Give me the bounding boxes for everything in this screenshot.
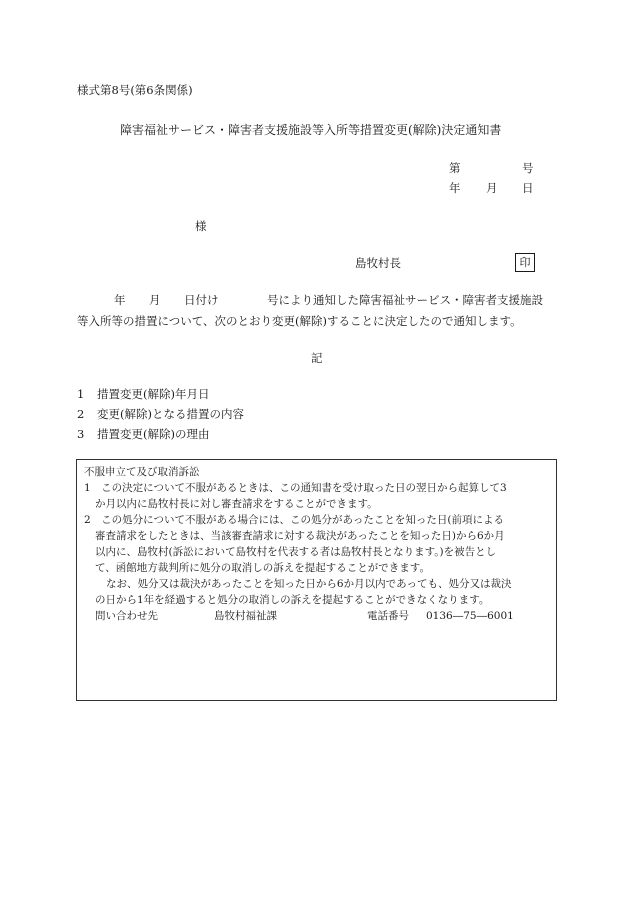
form-number: 様式第8号(第6条関係) [77, 83, 193, 97]
notice-paragraph-2-line-3: 以内に、島牧村(訴訟において島牧村を代表する者は島牧村長となります。)を被告とし [95, 546, 497, 558]
list-item [77, 386, 209, 403]
notice-paragraph-2-line-1: 2 この処分について不服がある場合には、この処分があったことを知った日(前項による [84, 514, 504, 526]
body-month-label: 月 [149, 293, 161, 307]
notice-paragraph-3-line-1: なお、処分又は裁決があったことを知った日から6か月以内であっても、処分又は裁決 [106, 578, 512, 590]
notice-paragraph-2-line-2: 審査請求をしたときは、当該審査請求に対する裁決があったことを知った日)から6か月 [95, 530, 505, 542]
body-date-label: 日付け [184, 293, 219, 307]
contact-label: 問い合わせ先 [95, 610, 158, 622]
contact-department: 島牧村福祉課 [214, 610, 277, 622]
notice-paragraph-3-line-2: の日から1年を経過すると処分の取消しの訴えを提起することができなくなります。 [95, 594, 490, 606]
date-month-label: 月 [486, 181, 498, 195]
date-year-label: 年 [449, 181, 461, 195]
item-number: 2 [77, 407, 85, 421]
notice-paragraph-1-line-1: 1 この決定について不服があるときは、この通知書を受け取った日の翌日から起算して3 [84, 482, 507, 494]
issuer-name: 島牧村長 [355, 256, 401, 270]
phone-number: 0136―75―6001 [426, 610, 514, 622]
ki-heading: 記 [311, 351, 323, 365]
body-text-1: 号により通知した障害福祉サービス・障害者支援施設 [267, 293, 543, 307]
item-label: 変更(解除)となる措置の内容 [97, 407, 244, 421]
phone-label: 電話番号 [367, 610, 409, 622]
notice-heading: 不服申立て及び取消訴訟 [84, 466, 200, 478]
notice-paragraph-2-line-4: て、函館地方裁判所に処分の取消しの訴えを提起することができます。 [95, 562, 430, 574]
date-day-label: 日 [522, 181, 534, 195]
appeal-notice-box [76, 459, 557, 701]
document-title: 障害福祉サービス・障害者支援施設等入所等措置変更(解除)決定通知書 [120, 123, 502, 137]
item-label: 措置変更(解除)年月日 [97, 387, 210, 401]
body-line-2: 等入所等の措置について、次のとおり変更(解除)することに決定したので通知します。 [77, 314, 522, 328]
notice-paragraph-1-line-2: か月以内に島牧村長に対し審査請求をすることができます。 [95, 498, 378, 510]
addressee-honorific: 様 [195, 219, 207, 233]
reference-number-suffix: 号 [522, 161, 534, 175]
list-item [77, 426, 209, 443]
list-item [77, 406, 244, 423]
item-number: 3 [77, 427, 85, 441]
reference-number-prefix: 第 [449, 161, 461, 175]
item-number: 1 [77, 387, 85, 401]
seal-mark: 印 [515, 253, 535, 272]
item-label: 措置変更(解除)の理由 [97, 427, 210, 441]
body-year-label: 年 [114, 293, 126, 307]
